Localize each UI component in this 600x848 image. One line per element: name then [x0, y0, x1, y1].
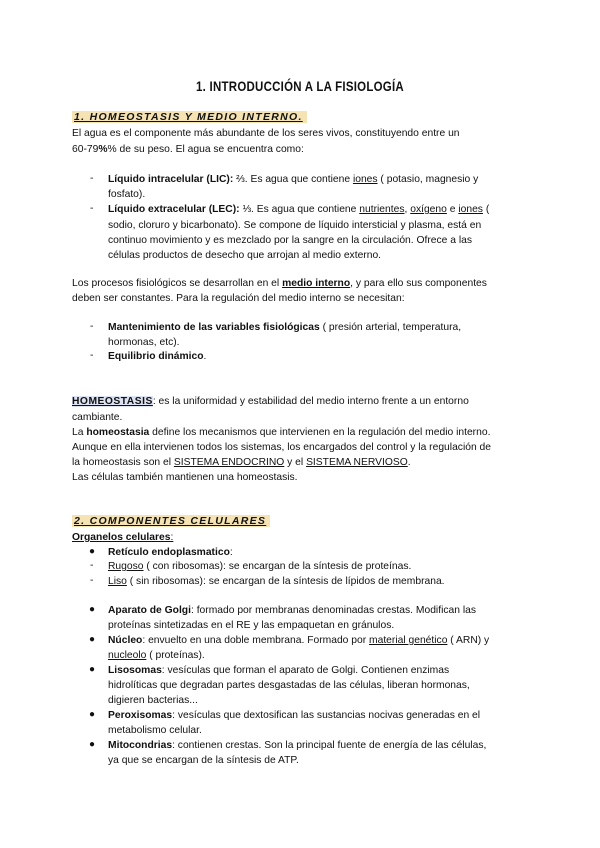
lec-iones: iones [458, 204, 483, 215]
mantenimiento-term: Mantenimiento de las variables fisiológicas [108, 322, 320, 333]
lec-term: Líquido extracelular (LEC): [108, 204, 240, 215]
lec-line-2: sodio, cloruro y bicarbonato). Se compone de líquido intersticial y plasma, está en [108, 220, 482, 231]
lec-oxigeno: oxígeno [410, 204, 447, 215]
bullet-icon: ● [89, 664, 96, 675]
mitocondrias-term: Mitocondrias [108, 740, 173, 751]
intro-line-1: El agua es el componente más abundante de los seres vivos, constituyendo entre un [72, 128, 460, 139]
nucleolo: nucleolo [108, 650, 147, 661]
percent-range: 60-79 [72, 144, 99, 155]
material-genetico: material genético [369, 635, 448, 646]
lisosomas-term: Lisosomas [108, 665, 162, 676]
lisosomas-line-3: digieren bacterias... [108, 695, 198, 706]
mitocondrias-text: : contienen crestas. Son la principal fuente de energía de las células, [172, 740, 487, 751]
lec-text: ⅓. Es agua que contiene [239, 204, 360, 215]
rugoso-item [108, 559, 411, 575]
sistemas-text: la homeostasis son el [72, 457, 174, 468]
list-dash: - [90, 203, 94, 214]
liso-item [108, 574, 445, 590]
list-dash: - [90, 321, 94, 332]
medio-interno: medio interno [282, 278, 351, 289]
lic-text-b: ( potasio, magnesio y [377, 174, 479, 185]
liso-text: ( sin ribosomas): se encargan de la síntesis de lípidos de membrana. [126, 576, 445, 587]
liso-term: Liso [108, 576, 127, 587]
list-dash: - [90, 560, 94, 571]
bullet-icon: ● [89, 739, 96, 750]
intro-line-2 [72, 142, 304, 158]
section-2-heading [72, 515, 270, 527]
procesos-text: Los procesos fisiológicos se desarrollan en el [72, 278, 283, 289]
homeostasia-text-b: define los mecanismos que intervienen en la regulación del medio interno. [149, 427, 491, 438]
section-2-heading-text: 2. COMPONENTES CELULARES [72, 515, 270, 527]
section-1-heading-text: 1. HOMEOSTASIS Y MEDIO INTERNO. [72, 111, 307, 123]
lisosomas-line-2: hidrolíticas que degradan partes desgastadas de las células, liberan hormonas, [108, 680, 470, 691]
homeostasis-line-2: cambiante. [72, 412, 123, 423]
golgi-item [108, 603, 476, 619]
equilibrio-item [108, 349, 206, 365]
lec-item [108, 202, 489, 218]
reticulo-text: : [229, 547, 233, 558]
peroxisomas-text: : vesículas que dextosifican las sustancias nocivas generadas en el [172, 710, 481, 721]
sistemas-text-b: y el [284, 457, 307, 468]
sistema-endocrino: SISTEMA ENDOCRINO [173, 457, 285, 468]
section-1-heading [72, 111, 307, 123]
bullet-icon: ● [89, 634, 96, 645]
nucleo-text-b: ( ARN) y [447, 635, 490, 646]
list-dash: - [90, 575, 94, 586]
sistema-nervioso: SISTEMA NERVIOSO [306, 457, 408, 468]
lec-line-3: continuo movimiento y es mezclado por la sangre en la circulación. Ofrece a las [108, 235, 473, 246]
lic-line-2: fosfato). [108, 189, 146, 200]
peroxisomas-line-2: metabolismo celular. [108, 725, 202, 736]
bullet-icon: ● [89, 546, 96, 557]
peroxisomas-item [108, 708, 480, 724]
lic-term: Líquido intracelular (LIC): [108, 174, 234, 185]
procesos-line-2: deben ser constantes. Para la regulación del medio interno se necesitan: [72, 293, 405, 304]
list-dash: - [90, 350, 94, 361]
nucleo-item [108, 633, 489, 649]
equilibrio-term: Equilibrio dinámico [108, 351, 204, 362]
homeostasia-text: La [72, 427, 87, 438]
lec-sep: e [446, 204, 459, 215]
sistemas-line-2 [72, 455, 411, 471]
nucleo-term: Núcleo [108, 635, 143, 646]
procesos-line-1 [72, 276, 487, 292]
homeostasis-term: HOMEOSTASIS [72, 396, 153, 407]
mantenimiento-line-2: hormonas, etc). [108, 337, 180, 348]
homeostasis-definition: : es la uniformidad y estabilidad del medio interno frente a un entorno [152, 396, 469, 407]
lisosomas-text: : vesículas que forman el aparato de Golgi. Contienen enzimas [161, 665, 450, 676]
rugoso-text: ( con ribosomas): se encargan de la síntesis de proteínas. [143, 561, 412, 572]
nucleo-line-2-text: ( proteínas). [146, 650, 205, 661]
organelos-colon: : [170, 532, 174, 543]
celulas-line: Las células también mantienen una homeostasis. [72, 472, 298, 483]
rugoso-term: Rugoso [108, 561, 144, 572]
percent-sign: % [98, 144, 108, 155]
mantenimiento-item [108, 320, 461, 336]
bullet-icon: ● [89, 709, 96, 720]
organelos-heading [72, 530, 173, 546]
mitocondrias-line-2: ya que se encargan de la síntesis de ATP. [108, 755, 299, 766]
golgi-text: : formado por membranas denominadas crestas. Modifican las [190, 605, 476, 616]
equilibrio-text: . [203, 351, 207, 362]
page-title: 1. INTRODUCCIÓN A LA FISIOLOGÍA [196, 78, 404, 94]
golgi-term: Aparato de Golgi [108, 605, 191, 616]
lisosomas-item [108, 663, 449, 679]
homeostasia-line [72, 425, 490, 441]
intro-line-2-rest: % de su peso. El agua se encuentra como: [107, 144, 304, 155]
lec-line-4: células productos de desecho que arrojan al medio externo. [108, 250, 382, 261]
lec-nutrientes: nutrientes [359, 204, 405, 215]
mitocondrias-item [108, 738, 486, 754]
nucleo-text: : envuelto en una doble membrana. Formado por [142, 635, 370, 646]
homeostasis-line-1 [72, 394, 469, 410]
procesos-text-b: , y para ello sus componentes [350, 278, 487, 289]
lec-sep: , [404, 204, 411, 215]
homeostasia-term: homeostasia [86, 427, 150, 438]
lec-text-b: ( [482, 204, 490, 215]
golgi-line-2: proteínas sintetizadas en el RE y las empaquetan en gránulos. [108, 620, 395, 631]
peroxisomas-term: Peroxisomas [108, 710, 173, 721]
nucleo-line-2 [108, 648, 205, 664]
list-dash: - [90, 173, 94, 184]
lic-iones: iones [352, 174, 378, 185]
lic-text: ⅔. Es agua que contiene [233, 174, 353, 185]
reticulo-term: Retículo endoplasmatico [108, 547, 230, 558]
sistemas-line: Aunque en ella intervienen todos los sistemas, los encargados del control y la regulación de [72, 442, 491, 453]
lic-item [108, 172, 478, 188]
sistemas-text-c: . [407, 457, 411, 468]
bullet-icon: ● [89, 604, 96, 615]
mantenimiento-text: ( presión arterial, temperatura, [319, 322, 462, 333]
organelos-label: Organelos celulares [72, 532, 171, 543]
